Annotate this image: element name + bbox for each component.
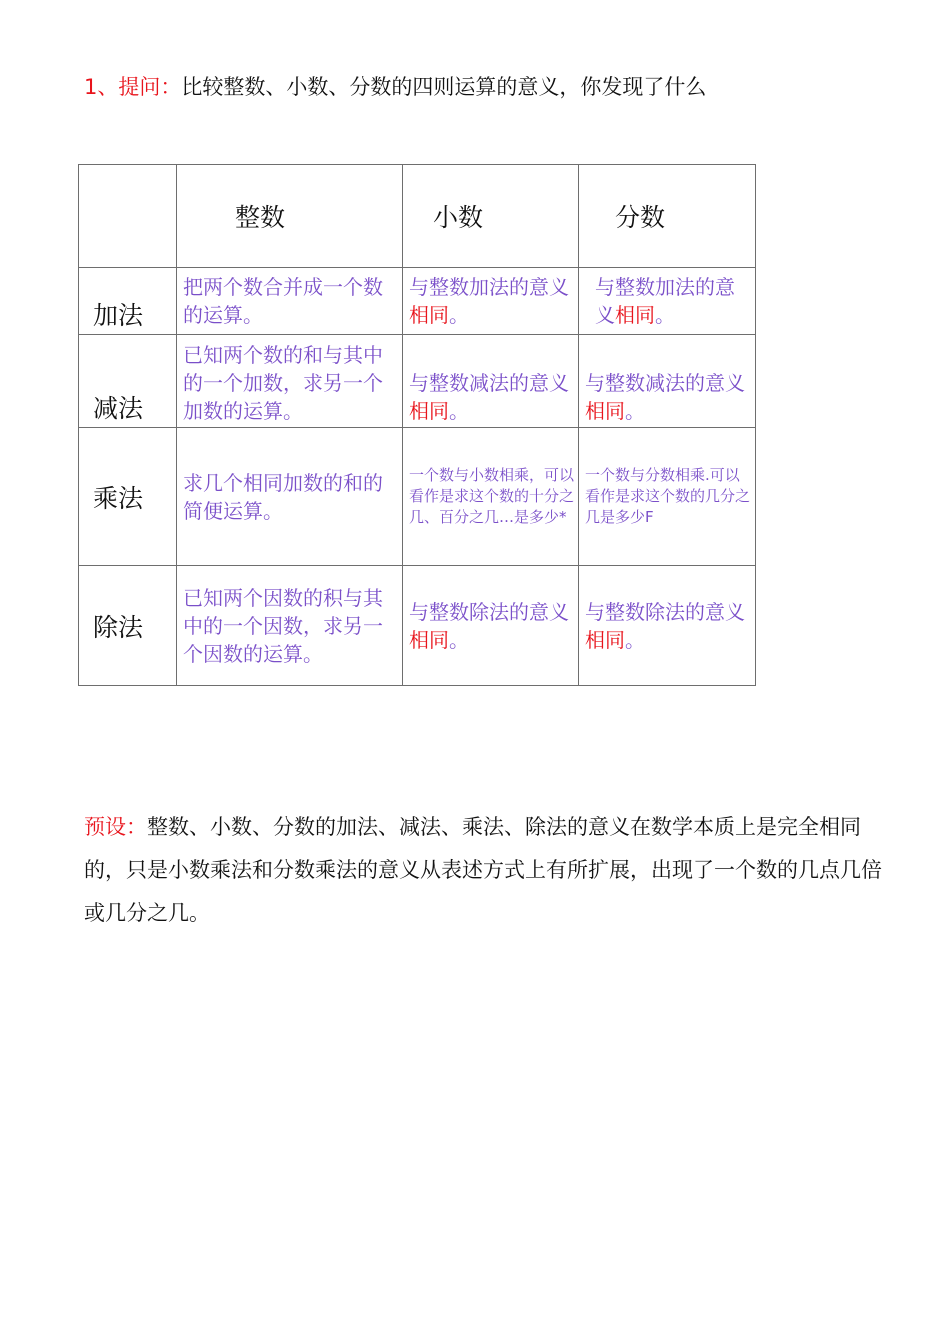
fraction-cell <box>579 335 756 428</box>
integer-cell <box>177 428 403 566</box>
integer-meaning: 已知两个因数的积与其中的一个因数，求另一个因数的运算。 <box>183 585 383 666</box>
fraction-meaning-emphasis: 相同 <box>585 399 625 423</box>
decimal-cell <box>403 268 579 335</box>
header-cell-integer <box>177 165 403 268</box>
row-label-cell <box>79 428 177 566</box>
fraction-meaning-end: 。 <box>625 627 645 652</box>
integer-meaning: 已知两个数的和与其中的一个加数，求另一个加数的运算。 <box>183 343 383 423</box>
header-cell-decimal <box>403 165 579 268</box>
fraction-meaning <box>579 273 755 329</box>
row-label: 乘法 <box>93 483 144 513</box>
row-label-cell <box>79 566 177 686</box>
decimal-meaning-emphasis: 相同 <box>409 303 449 327</box>
preset-label: 预设： <box>84 815 147 839</box>
table-row <box>79 268 756 335</box>
decimal-meaning-text: 与整数加法的意义 <box>409 275 569 299</box>
fraction-cell <box>579 566 756 686</box>
row-label-cell <box>79 268 177 335</box>
integer-meaning: 把两个数合并成一个数的运算。 <box>183 275 383 327</box>
fraction-cell <box>579 428 756 566</box>
fraction-meaning <box>579 598 755 654</box>
question-label: 提问： <box>118 75 182 99</box>
question-text: 比较整数、小数、分数的四则运算的意义，你发现了什么 <box>181 75 707 99</box>
integer-cell <box>177 335 403 428</box>
decimal-meaning-emphasis: 相同 <box>409 627 449 652</box>
integer-cell <box>177 268 403 335</box>
fraction-meaning-text: 与整数加法的意义 <box>595 275 735 327</box>
row-label: 减法 <box>93 394 144 423</box>
fraction-meaning-text: 与整数除法的意义 <box>585 599 745 624</box>
decimal-meaning-emphasis: 相同 <box>409 399 449 423</box>
comparison-table <box>78 164 756 686</box>
header-decimal: 小数 <box>433 203 484 232</box>
decimal-meaning-text: 与整数除法的意义 <box>409 599 569 624</box>
row-label-cell <box>79 335 177 428</box>
row-label: 加法 <box>93 301 144 330</box>
fraction-meaning-text: 与整数减法的意义 <box>585 371 745 395</box>
integer-cell <box>177 566 403 686</box>
decimal-meaning-end: 。 <box>449 627 469 652</box>
question-number: 1、 <box>84 75 119 99</box>
decimal-cell <box>403 566 579 686</box>
header-row <box>79 165 756 268</box>
decimal-meaning: 一个数与小数相乘，可以看作是求这个数的十分之几、百分之几…是多少* <box>409 466 575 526</box>
fraction-meaning <box>579 369 755 425</box>
decimal-meaning <box>403 369 578 425</box>
decimal-meaning <box>403 598 578 654</box>
table-row <box>79 428 756 566</box>
decimal-cell <box>403 335 579 428</box>
fraction-meaning-end: 。 <box>655 303 675 327</box>
integer-meaning: 求几个相同加数的和的简便运算。 <box>183 470 383 523</box>
preset-paragraph <box>84 806 884 935</box>
header-fraction: 分数 <box>615 203 666 232</box>
fraction-meaning-emphasis: 相同 <box>615 303 655 327</box>
fraction-meaning: 一个数与分数相乘.可以看作是求这个数的几分之几是多少F <box>585 466 751 526</box>
table-row <box>79 335 756 428</box>
fraction-cell <box>579 268 756 335</box>
row-label: 除法 <box>93 612 144 642</box>
table-row <box>79 566 756 686</box>
header-cell-fraction <box>579 165 756 268</box>
question-line <box>84 72 706 102</box>
decimal-meaning-text: 与整数减法的意义 <box>409 371 569 395</box>
preset-text: 整数、小数、分数的加法、减法、乘法、除法的意义在数学本质上是完全相同的，只是小数乘法和分数乘法的意义从表述方式上有所扩展，出现了一个数的几点几倍或几分之几。 <box>84 815 882 925</box>
fraction-meaning-end: 。 <box>625 399 645 423</box>
fraction-meaning-emphasis: 相同 <box>585 627 625 652</box>
corner-cell <box>79 165 177 268</box>
decimal-meaning-end: 。 <box>449 399 469 423</box>
decimal-cell <box>403 428 579 566</box>
decimal-meaning-end: 。 <box>449 303 469 327</box>
header-integer: 整数 <box>235 203 286 232</box>
decimal-meaning <box>403 273 578 329</box>
